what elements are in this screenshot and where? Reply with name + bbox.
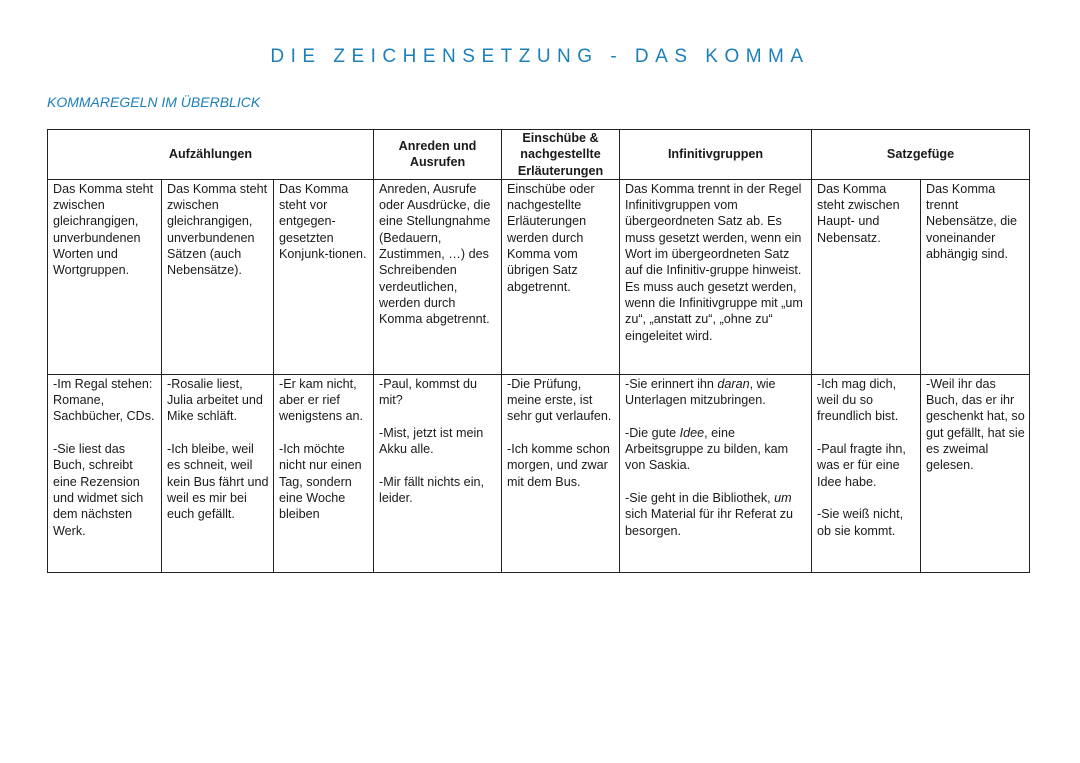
example-text: , wie Unterlagen mitzubringen. [625,376,776,408]
rule-cell: Das Komma steht zwischen gleichrangigen, unverbundenen Sätzen (auch Nebensätze). [162,179,274,374]
example-text: -Die gute [625,425,680,440]
example-text: -Paul fragte ihn, was er für eine Idee habe. -Sie weiß nicht, ob sie kommt. [817,442,906,538]
comma-rules-table [47,129,1030,573]
example-emphasis: daran [717,376,750,391]
page-title: DIE ZEICHENSETZUNG - DAS KOMMA [270,46,810,67]
example-cell: -Paul, kommst du mit? -Mist, jetzt ist mein Akku alle. -Mir fällt nichts ein, leider. [374,374,502,572]
example-text: -Sie erinnert ihn [625,376,718,391]
example-cell: -Die Prüfung, meine erste, ist sehr gut verlaufen. -Ich komme schon morgen, und zwar mit dem Bus. [502,374,620,572]
rule-cell: Das Komma steht zwischen gleichrangigen, unverbundenen Worten und Wortgruppen. [48,179,162,374]
example-text: sich Material für ihr Referat zu besorgen. [625,507,793,538]
examples-row [48,374,1030,572]
example-text: , eine Arbeitsgruppe zu bilden, kam von Saskia. [625,425,789,473]
rule-cell: Das Komma steht zwischen Haupt- und Nebensatz. [812,179,921,374]
header-satzgefuege: Satzgefüge [812,130,1030,180]
example-cell-infinitiv [620,374,812,572]
header-anreden: Anreden und Ausrufen [374,130,502,180]
example-emphasis: um [774,490,792,505]
rule-cell: Das Komma trennt in der Regel Infinitivgruppen vom übergeordneten Satz ab. Es muss gesetzt werden, wenn ein Wort im übergeordneten Satz auf die Infinitiv-gruppe hinweist. Es muss auch gesetzt werden, wenn die Infinitivgruppe mit „um zu“, „anstatt zu“, „ohne zu“ eingeleitet wird. [620,179,812,374]
example-cell: -Im Regal stehen: Romane, Sachbücher, CDs. -Sie liest das Buch, schreibt eine Rezension und widmet sich dem nächsten Werk. [48,374,162,572]
header-aufzaehlungen: Aufzählungen [48,130,374,180]
example-cell: -Weil ihr das Buch, das er ihr geschenkt hat, so gut gefällt, hat sie es zweimal gelesen. [921,374,1030,572]
header-row [48,130,1030,180]
example-text: -Sie geht in die Bibliothek, [625,490,775,505]
rule-cell: Das Komma trennt Nebensätze, die voneinander abhängig sind. [921,179,1030,374]
example-cell: -Rosalie liest, Julia arbeitet und Mike schläft. -Ich bleibe, weil es schneit, weil kein Bus fährt und weil es mir bei euch gefällt. [162,374,274,572]
example-emphasis: Idee [679,425,705,440]
rule-cell: Das Komma steht vor entgegen-gesetzten Konjunk-tionen. [274,179,374,374]
example-cell-satzgefuege [812,374,921,572]
header-einschuebe: Einschübe & nachgestellte Erläuterungen [502,130,620,180]
example-text: -Ich mag dich, weil du so freundlich bist. [817,376,899,424]
rule-cell: Anreden, Ausrufe oder Ausdrücke, die eine Stellungnahme (Bedauern, Zustimmen, …) des Schreibenden verdeutlichen, werden durch Komma abgetrennt. [374,179,502,374]
rules-row [48,179,1030,374]
section-subtitle: KOMMAREGELN IM ÜBERBLICK [47,94,261,110]
example-cell: -Er kam nicht, aber er rief wenigstens an. -Ich möchte nicht nur einen Tag, sondern eine Woche bleiben [274,374,374,572]
header-infinitivgruppen: Infinitivgruppen [620,130,812,180]
rule-cell: Einschübe oder nachgestellte Erläuterungen werden durch Komma vom übrigen Satz abgetrennt. [502,179,620,374]
